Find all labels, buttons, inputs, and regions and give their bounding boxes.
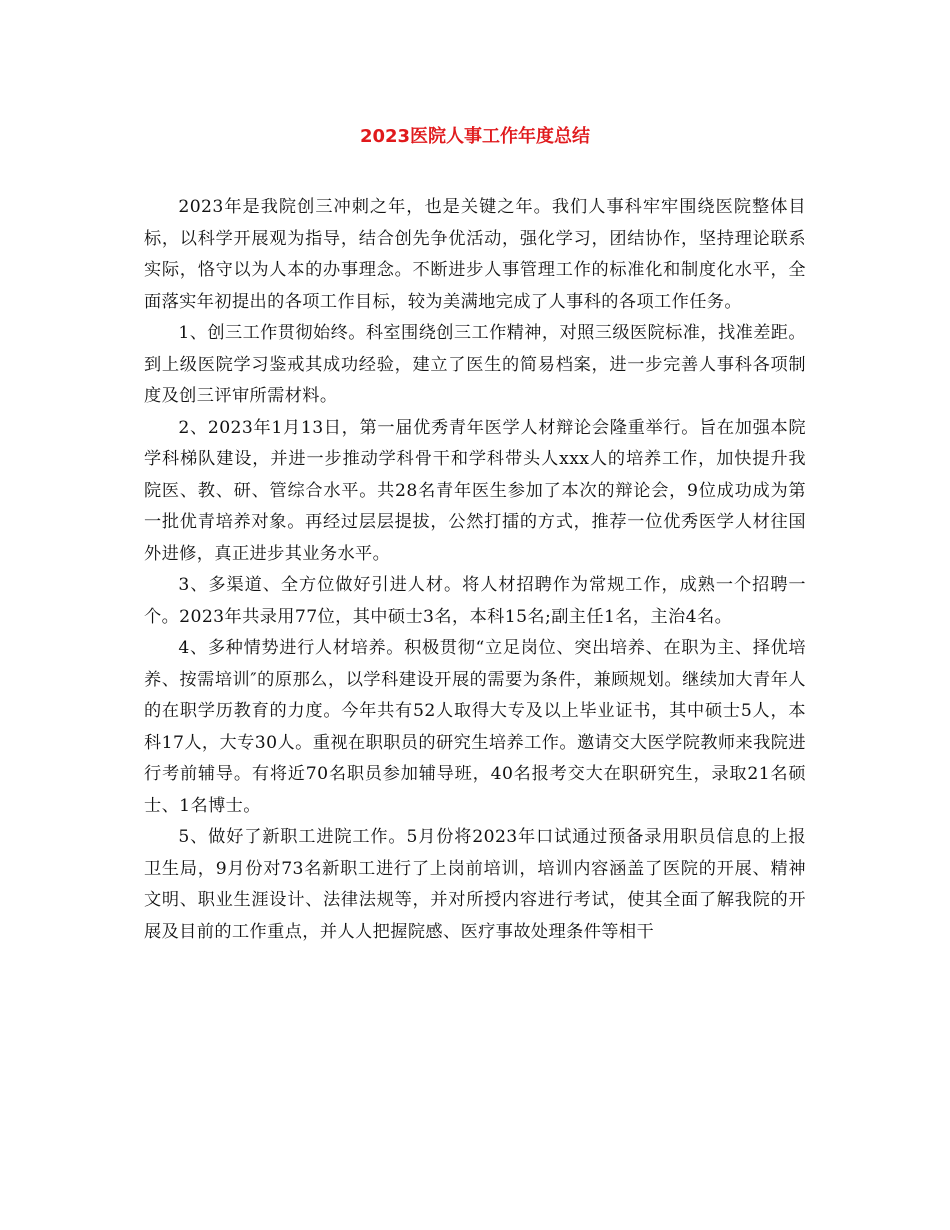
paragraph-item-2: 2、2023年1月13日，第一届优秀青年医学人材辩论会隆重举行。旨在加强本院学科梯队建设，并进一步推动学科骨干和学科带头人xxx人的培养工作，加快提升我院医、教、研、管综合水平。共28名青年医生参加了本次的辩论会，9位成功成为第一批优青培养对象。再经过层层提拔，公然打擂的方式，推荐一位优秀医学人材往国外进修，真正进步其业务水平。 (144, 417, 806, 564)
document-body (144, 192, 806, 948)
paragraph-item-5: 5、做好了新职工进院工作。5月份将2023年口试通过预备录用职员信息的上报卫生局，9月份对73名新职工进行了上岗前培训，培训内容涵盖了医院的开展、精神文明、职业生涯设计、法律法规等，并对所授内容进行考试，使其全面了解我院的开展及目前的工作重点，并人人把握院感、医疗事故处理条件等相干 (144, 827, 806, 942)
paragraph-item-1: 1、创三工作贯彻始终。科室围绕创三工作精神，对照三级医院标准，找准差距。到上级医院学习鉴戒其成功经验，建立了医生的简易档案，进一步完善人事科各项制度及创三评审所需材料。 (144, 323, 806, 406)
paragraph-intro: 2023年是我院创三冲刺之年，也是关键之年。我们人事科牢牢围绕医院整体目标，以科学开展观为指导，结合创先争优活动，强化学习，团结协作，坚持理论联系实际，恪守以为人本的办事理念。不断进步人事管理工作的标准化和制度化水平，全面落实年初提出的各项工作目标，较为美满地完成了人事科的各项工作任务。 (144, 197, 806, 312)
document-title: 2023医院人事工作年度总结 (359, 126, 591, 147)
paragraph-item-3: 3、多渠道、全方位做好引进人材。将人材招聘作为常规工作，成熟一个招聘一个。2023年共录用77位，其中硕士3名，本科15名;副主任1名，主治4名。 (144, 575, 806, 627)
paragraph-item-4: 4、多种情势进行人材培养。积极贯彻“立足岗位、突出培养、在职为主、择优培养、按需培训″的原那么，以学科建设开展的需要为条件，兼顾规划。继续加大青年人的在职学历教育的力度。今年共有52人取得大专及以上毕业证书，其中硕士5人，本科17人，大专30人。重视在职职员的研究生培养工作。邀请交大医学院教师来我院进行考前辅导。有将近70名职员参加辅导班，40名报考交大在职研究生，录取21名硕士、1名博士。 (144, 638, 806, 816)
